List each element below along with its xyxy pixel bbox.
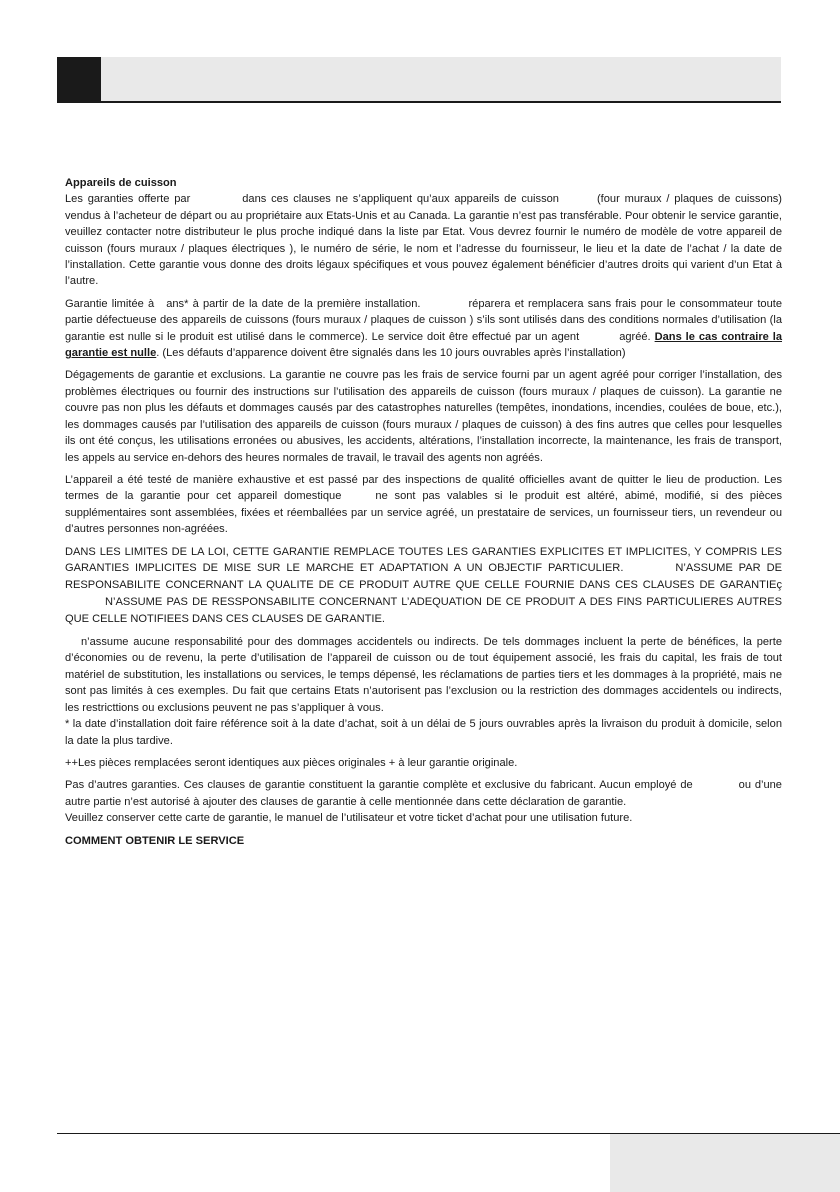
- paragraph-exclusions: Dégagements de garantie et exclusions. La garantie ne couvre pas les frais de service fourni par un agent agréé pour corriger l’installation, des problèmes électriques ou fournir des instructions sur l’utilisation des appareils de cuisson (fours muraux / plaques de cuisson). La garantie ne couvre pas non plus les défauts et dommages causés par des catastrophes naturelles (tempêtes, inondations, incendies, coulées de boue, etc.), les dommages causés par l’utilisation des appareils de cuisson (fours muraux / plaques de cuisson) à des fins autres que celles pour lesquelles ils ont été conçus, les utilisations erronées ou abusives, les accidents, altérations, l’installation incorrecte, la maintenance, les frais de transport, les appels au service en-dehors des heures normales de travail, le travail des agents non agréés.: [65, 369, 782, 464]
- paragraph-testing: [65, 472, 782, 538]
- paragraph-limited-part-a: Garantie limitée à: [65, 297, 155, 310]
- paragraph-limited-warranty: [65, 296, 782, 362]
- footer-page-box: [610, 1134, 840, 1192]
- warranty-void-notice: Dans le cas contraire la garantie est nulle: [65, 330, 782, 360]
- paragraph-liability-part-b: Du fait que certains Etats n’autorisent pas l’exclusion ou la restriction des dommages accidentels ou indirects, les restricttions ou exclusions peuvent ne pas s’appliquer à vous.: [65, 685, 782, 714]
- paragraph-legal-part-b: N’ASSUME PAR DE RESPONSABILITE CONCERNANT LA QUALITE DE CE PRODUIT AUTRE QUE CELLE FOURNIE DANS CES CLAUSES DE GARANTIEç: [65, 562, 783, 592]
- paragraph-testing-part-b: ne sont pas valables si le produit est altéré, abimé, modifié, si des pièces supplémentaires sont assemblées, fixées et réemballées par un service agréé, un prestataire de services, un fournisseur tiers, un revendeur ou d’autres personnes non-agréées.: [65, 490, 783, 536]
- section-title-cooking-appliances: Appareils de cuisson: [65, 177, 177, 189]
- paragraph-installation-date-note: * la date d’installation doit faire référence soit à la date d’achat, soit à un délai de 5 jours ouvrables après la livraison du produit à domicile, selon la date la plus tardive.: [65, 718, 782, 747]
- paragraph-replacement-parts: ++Les pièces remplacées seront identiques aux pièces originales + à leur garantie originale.: [65, 756, 518, 769]
- paragraph-limited-part-f: . (Les défauts d’apparence doivent être signalés dans les 10 jours ouvrables après l’installation): [156, 347, 626, 360]
- warranty-text: [65, 175, 782, 849]
- paragraph-scope-part-b: dans ces clauses ne s’appliquent qu’aux appareils de cuisson: [242, 193, 559, 206]
- paragraph-liability-part-a: n’assume aucune responsabilité pour des dommages accidentels ou indirects. De tels dommages incluent la perte de bénéfices, la perte d’économies ou de revenu, la perte d’utilisation de l’appareil de cuisson ou de tout équipement associé, les frais du capital, les frais de tout matériel de substitution, les installations ou services, le temps dépensé, les réclamations de parties tiers et les dommages à la propriété, mais ne sont pas limités à ces exemples.: [65, 636, 782, 698]
- paragraph-liability: [65, 634, 782, 716]
- paragraph-legal-part-c: N’ASSUME PAS DE RESSPONSABILITE CONCERNANT L’ADEQUATION DE CE PRODUIT A DES FINS PARTICULIERES AUTRES QUE CELLE NOTIFIEES DANS CES CLAUSES DE GARANTIE.: [65, 596, 782, 626]
- paragraph-limited-part-d: agréé.: [619, 330, 651, 343]
- paragraph-legal-part-a: DANS LES LIMITES DE LA LOI, CETTE GARANTIE REMPLACE TOUTES LES GARANTIES EXPLICITES ET IMPLICITES, Y COMPRIS LES GARANTIES IMPLICITES DE MISE SUR LE MARCHE ET ADAPTATION A UN OBJECTIF PARTICULIER.: [65, 545, 782, 575]
- paragraph-limited-part-c: réparera et remplacera sans frais pour le consommateur toute partie défectueuse des appareils de cuissons (fours muraux / plaques de cuisson ) s’ils sont utilisés dans des conditions normales d’utilisation (la garantie est nulle si le produit est utilisé dans le commerce). Le service doit être effectué par un agent: [65, 297, 782, 343]
- page-header-bar: [57, 57, 781, 103]
- paragraph-no-other-warranties: [65, 777, 782, 826]
- section-title-service: COMMENT OBTENIR LE SERVICE: [65, 834, 245, 847]
- paragraph-limited-part-b: ans* à partir de la date de la première installation.: [166, 297, 421, 310]
- paragraph-no-other-part-b: ou d’une autre partie n’est autorisé à ajouter des clauses de garantie à celle mentionnée dans cette déclaration de garantie.: [65, 779, 782, 808]
- paragraph-testing-part-a: L’appareil a été testé de manière exhaustive et est passé par des inspections de qualité officielles avant de quitter le lieu de production. Les termes de la garantie pour cet appareil domestique: [65, 473, 782, 503]
- paragraph-keep-card: Veuillez conserver cette carte de garantie, le manuel de l’utilisateur et votre ticket d’achat pour une utilisation future.: [65, 812, 633, 825]
- paragraph-no-other-part-a: Pas d’autres garanties. Ces clauses de garantie constituent la garantie complète et exclusive du fabricant. Aucun employé de: [65, 779, 693, 792]
- paragraph-scope-part-c: (four muraux / plaques de cuissons) vendus à l’acheteur de départ ou au propriétaire aux Etats-Unis et au Canada. La garantie n’est pas transférable. Pour obtenir le service garantie, veuillez contacter notre distributeur le plus proche indiqué dans la liste par Etat. Vous devrez fournir le numéro de modèle de votre appareil de cuisson (fours muraux / plaques électriques ), le numéro de série, le nom et l’adresse du fournisseur, le lieu et la date de l’achat / la date de l’installation. Cette garantie vous donne des droits légaux spécifiques et vous pouvez également bénéficier d’autres droits qui varient d’un Etat à l’autre.: [65, 193, 782, 288]
- paragraph-scope-part-a: Les garanties offerte par: [65, 193, 191, 206]
- section-marker-block: [57, 57, 101, 101]
- paragraph-scope: [65, 191, 782, 289]
- paragraph-legal-limits: [65, 544, 782, 629]
